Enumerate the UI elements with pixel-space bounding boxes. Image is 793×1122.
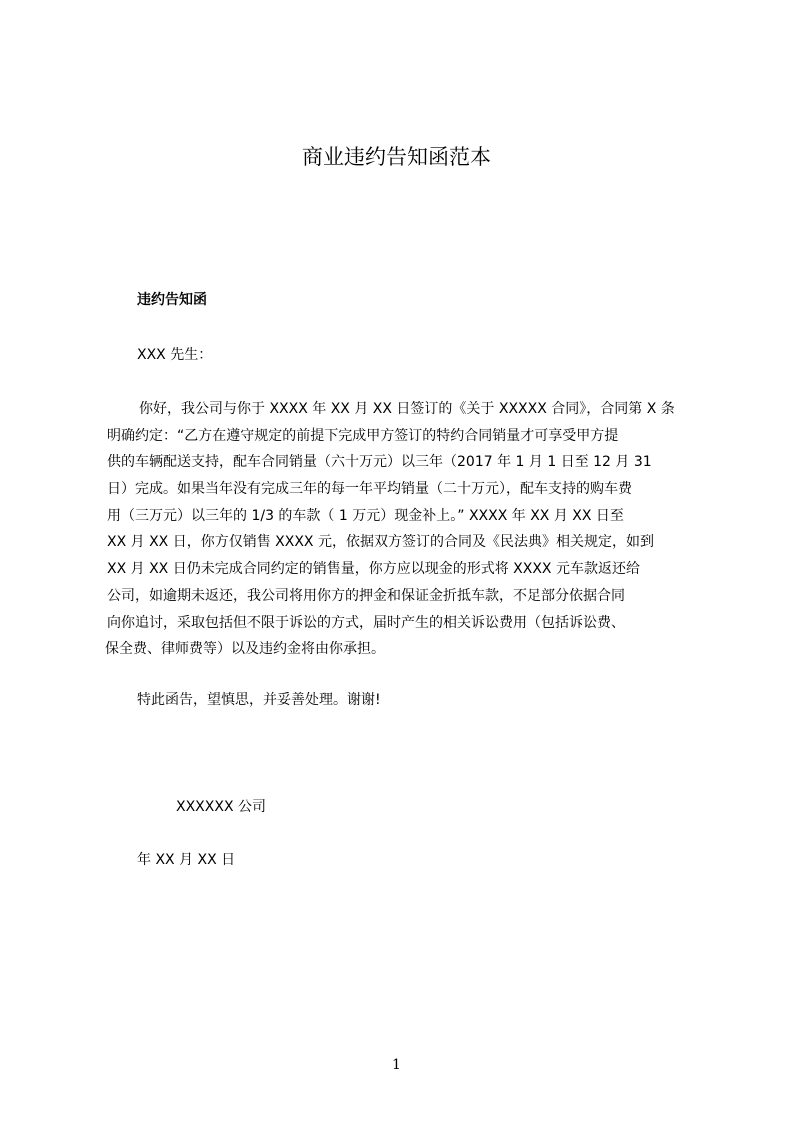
body-line: 明确约定：“乙方在遵守规定的前提下完成甲方签订的特约合同销量才可享受甲方提 bbox=[107, 427, 619, 444]
body-line: 你好，我公司与你于 XXXX 年 XX 月 XX 日签订的《关于 XXXXX 合同》，合同第 X 条 bbox=[139, 401, 675, 417]
page-title: 商业违约告知函范本 bbox=[302, 145, 491, 169]
body-line: XX 月 XX 日，你方仅销售 XXXX 元，依据双方签订的合同及《民法典》相关规定，如到 bbox=[107, 534, 654, 551]
body-line: 供的车辆配送支持，配车合同销量（六十万元）以三年（2017 年 1 月 1 日至 12 月 31 bbox=[107, 454, 652, 471]
closing-remark: 特此函告，望慎思，并妥善处理。谢谢! bbox=[137, 692, 381, 708]
salutation: XXX 先生： bbox=[137, 347, 213, 363]
body-line: 保全费、律师费等）以及违约金将由你承担。 bbox=[105, 641, 385, 658]
letter-heading: 违约告知函 bbox=[137, 292, 207, 308]
letter-date: 年 XX 月 XX 日 bbox=[137, 852, 236, 868]
letter-body bbox=[105, 396, 793, 663]
body-line: 用（三万元）以三年的 1/3 的车款（ 1 万元）现金补上。” XXXX 年 XX 月 XX 日至 bbox=[107, 507, 624, 524]
body-line: 公司，如逾期未返还，我公司将用你方的押金和保证金折抵车款，不足部分依据合同 bbox=[107, 587, 625, 604]
body-line: 日）完成。如果当年没有完成三年的每一年平均销量（二十万元），配车支持的购车费 bbox=[107, 481, 632, 498]
company-signature: XXXXXX 公司 bbox=[176, 799, 266, 815]
body-line: XX 月 XX 日仍未完成合同约定的销售量，你方应以现金的形式将 XXXX 元车款返还给 bbox=[107, 561, 640, 578]
page-number: 1 bbox=[392, 1057, 401, 1073]
body-line: 向你追讨，采取包括但不限于诉讼的方式，届时产生的相关诉讼费用（包括诉讼费、 bbox=[107, 614, 625, 631]
